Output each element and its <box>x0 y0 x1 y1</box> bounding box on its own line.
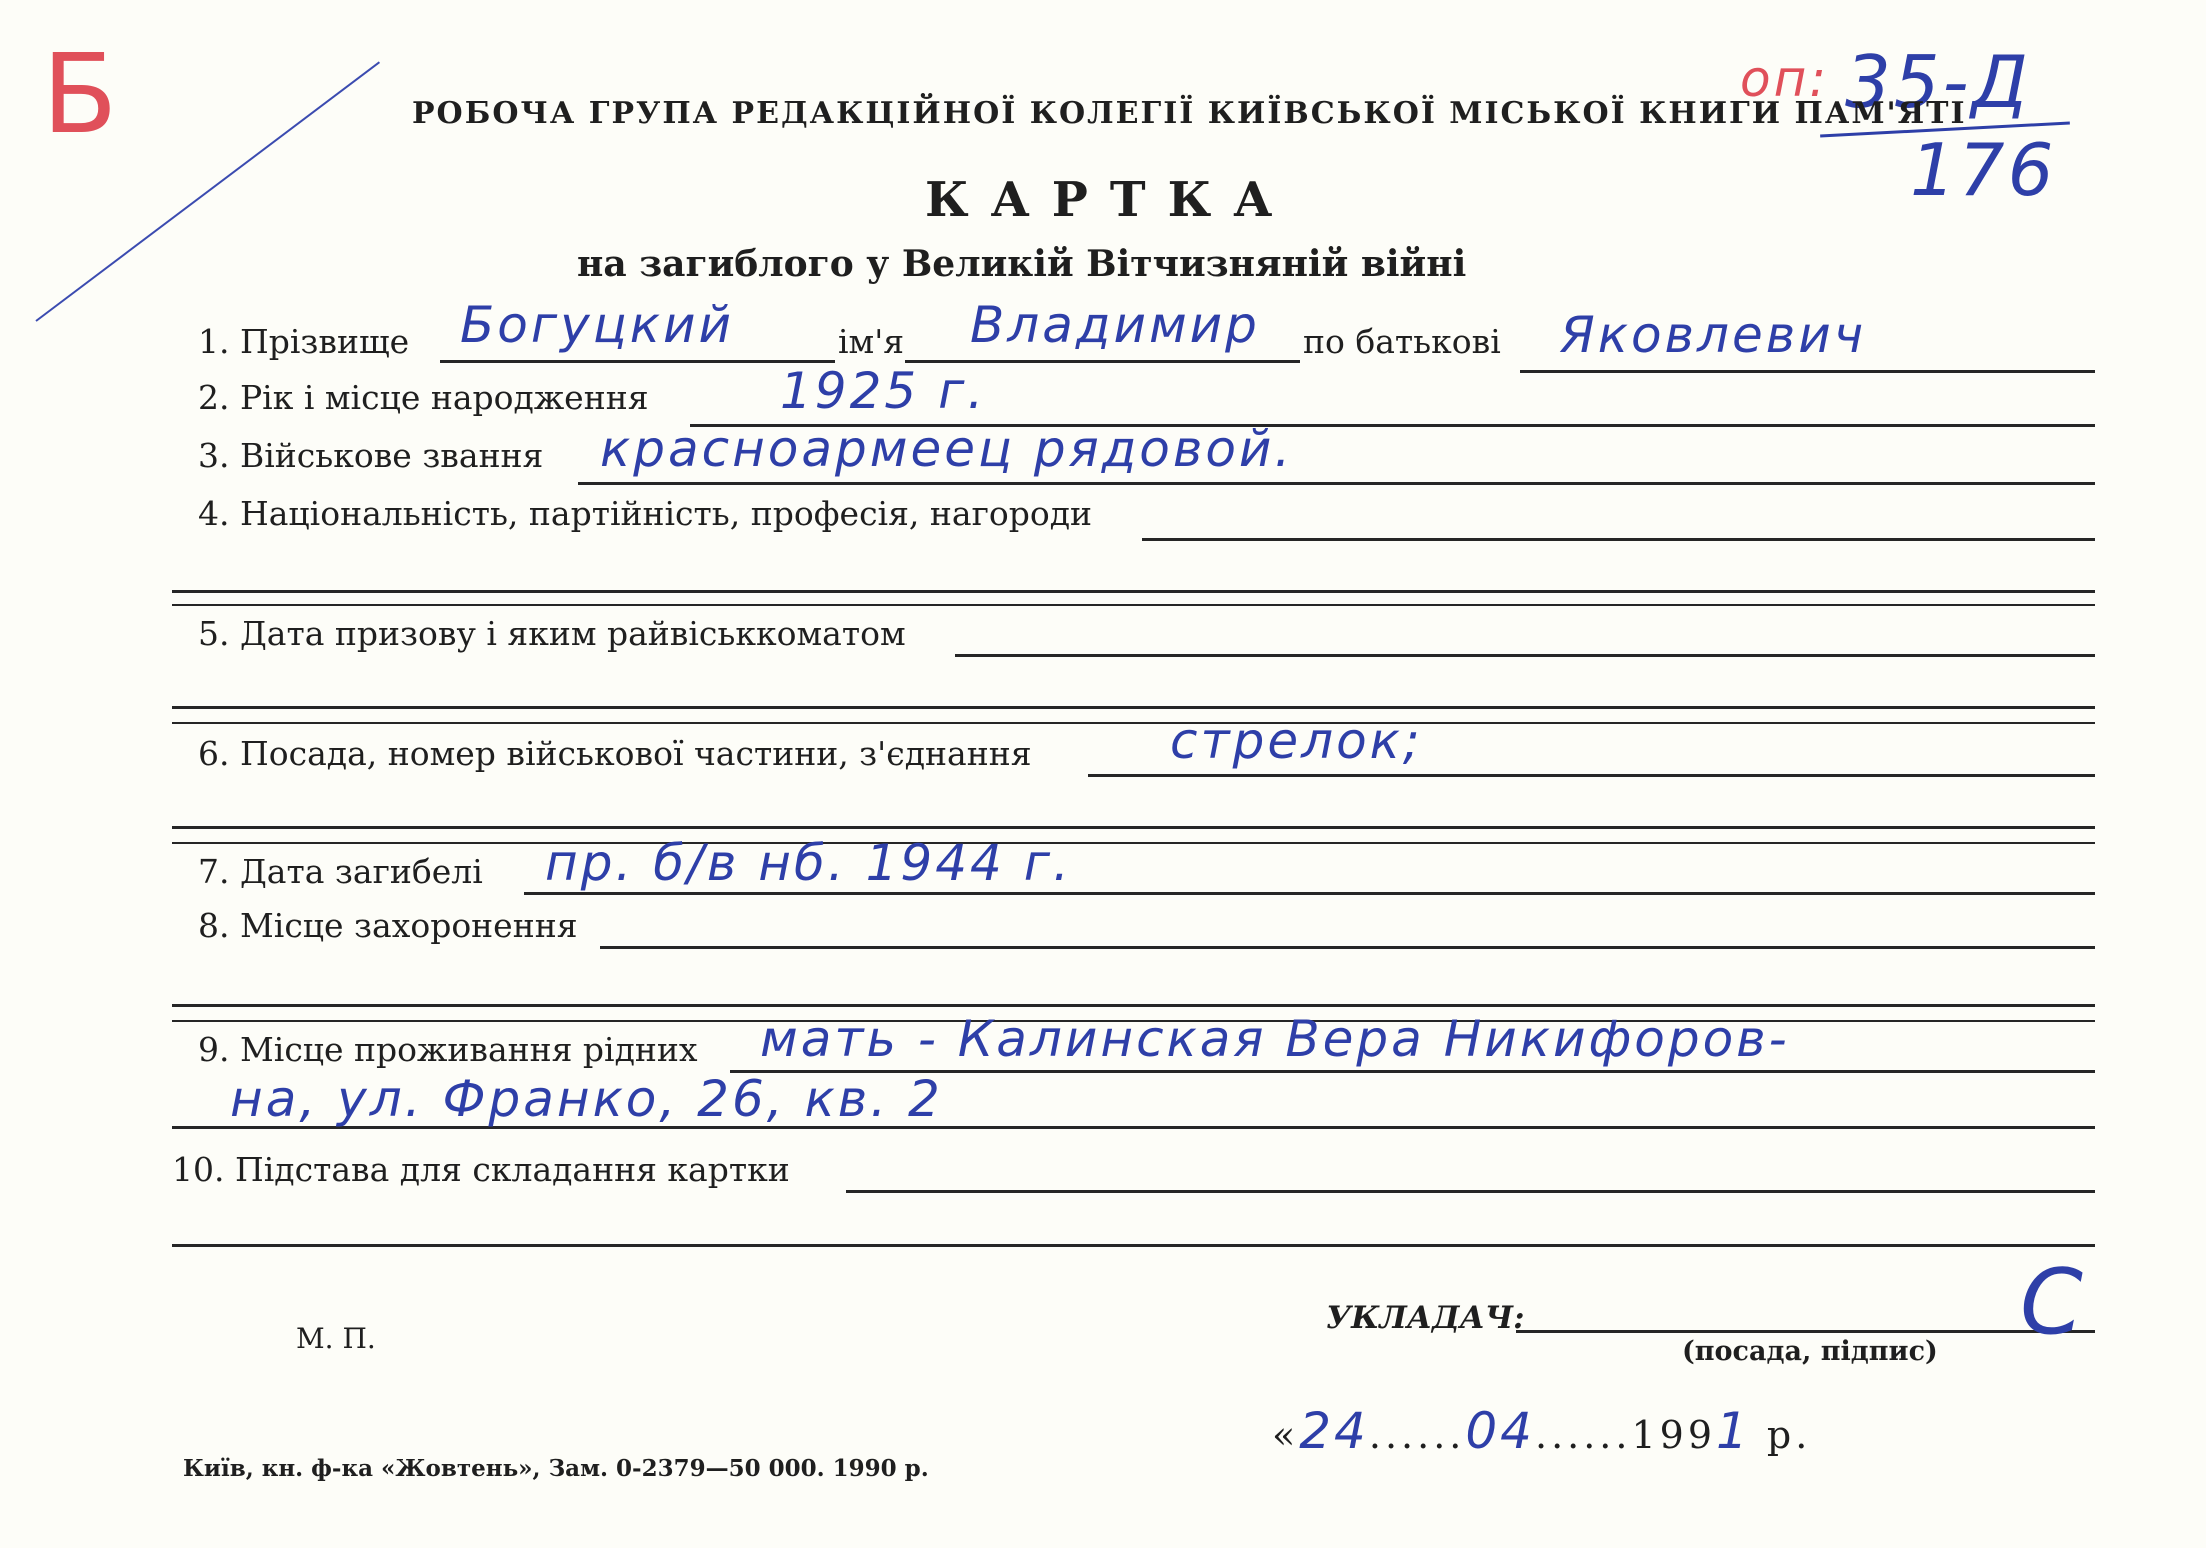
field-basis-label: 10. Підстава для складання картки <box>172 1150 790 1189</box>
date-dots-2: ...... <box>1534 1413 1632 1457</box>
compile-date <box>1272 1402 1811 1460</box>
archive-prefix: оп: <box>1740 50 1830 108</box>
field-nationality-line-3 <box>172 604 2095 606</box>
card-subtitle: на загиблого у Великій Вітчизняній війні <box>577 243 1467 285</box>
field-conscription-line-3 <box>172 722 2095 724</box>
field-basis-line-1 <box>846 1190 2095 1193</box>
date-open-quote: « <box>1272 1413 1300 1457</box>
org-header: РОБОЧА ГРУПА РЕДАКЦІЙНОЇ КОЛЕГІЇ КИЇВСЬКОЇ МІСЬКОЇ КНИГИ ПАМ'ЯТІ <box>412 96 1967 131</box>
field-position-value: стрелок; <box>1170 712 1423 770</box>
archive-number-top: 35-Д <box>1845 40 2031 124</box>
date-month: 04 <box>1465 1402 1535 1460</box>
field-burial-line-1 <box>600 946 2095 949</box>
date-day: 24 <box>1299 1402 1369 1460</box>
field-relatives-label: 9. Місце проживання рідних <box>198 1030 698 1069</box>
compiler-sub-label: (посада, підпис) <box>1682 1336 1938 1367</box>
compiler-label: УКЛАДАЧ: <box>1326 1300 1525 1336</box>
field-conscription-line-1 <box>955 654 2095 657</box>
field-patronymic-line <box>1520 370 2095 373</box>
archive-number-bottom: 176 <box>1910 128 2057 212</box>
field-burial-label: 8. Місце захоронення <box>198 906 578 945</box>
field-death-date-label: 7. Дата загибелі <box>198 852 483 891</box>
field-rank-value: красноармеец рядовой. <box>600 420 1294 478</box>
field-conscription-label: 5. Дата призову і яким райвіськкоматом <box>198 614 906 653</box>
field-surname-label: 1. Прізвище <box>198 322 410 361</box>
stamp-place: М. П. <box>296 1322 376 1355</box>
printer-line: Київ, кн. ф-ка «Жовтень», Зам. 0-2379—50 000. 1990 р. <box>183 1455 929 1482</box>
field-nationality-line-1 <box>1142 538 2095 541</box>
date-year-printed: 199 <box>1631 1413 1716 1457</box>
field-name-label: ім'я <box>838 322 905 361</box>
field-nationality-label: 4. Національність, партійність, професія, нагороди <box>198 494 1093 533</box>
card-title: КАРТКА <box>925 172 1295 228</box>
compiler-line <box>1516 1330 2095 1333</box>
field-death-date-line <box>524 892 2095 895</box>
field-death-date-value: пр. б/в нб. 1944 г. <box>545 834 1072 892</box>
field-name-value: Владимир <box>970 296 1260 354</box>
field-patronymic-value: Яковлевич <box>1560 306 1867 364</box>
field-position-line-2 <box>172 826 2095 829</box>
field-basis-line-2 <box>172 1244 2095 1247</box>
compiler-signature: С <box>2020 1250 2086 1355</box>
field-position-line-3 <box>172 842 2095 844</box>
field-conscription-line-2 <box>172 706 2095 709</box>
field-nationality-line-2 <box>172 590 2095 593</box>
field-patronymic-label: по батькові <box>1303 322 1501 361</box>
field-relatives-value-1: мать - Калинская Вера Никифоров- <box>760 1010 1790 1068</box>
date-year-handwritten: 1 <box>1716 1402 1751 1460</box>
archive-letter: Б <box>42 30 121 158</box>
date-dots-1: ...... <box>1368 1413 1466 1457</box>
field-position-line-1 <box>1088 774 2095 777</box>
field-birth-label: 2. Рік і місце народження <box>198 378 649 417</box>
field-surname-line <box>440 360 835 363</box>
field-rank-line <box>578 482 2095 485</box>
field-birth-value: 1925 г. <box>780 362 987 420</box>
field-position-label: 6. Посада, номер військової частини, з'єднання <box>198 734 1032 773</box>
field-rank-label: 3. Військове звання <box>198 436 544 475</box>
field-surname-value: Богуцкий <box>460 296 734 354</box>
field-burial-line-2 <box>172 1004 2095 1007</box>
field-relatives-value-2: на, ул. Франко, 26, кв. 2 <box>230 1070 943 1128</box>
date-suffix: р. <box>1766 1413 1812 1457</box>
